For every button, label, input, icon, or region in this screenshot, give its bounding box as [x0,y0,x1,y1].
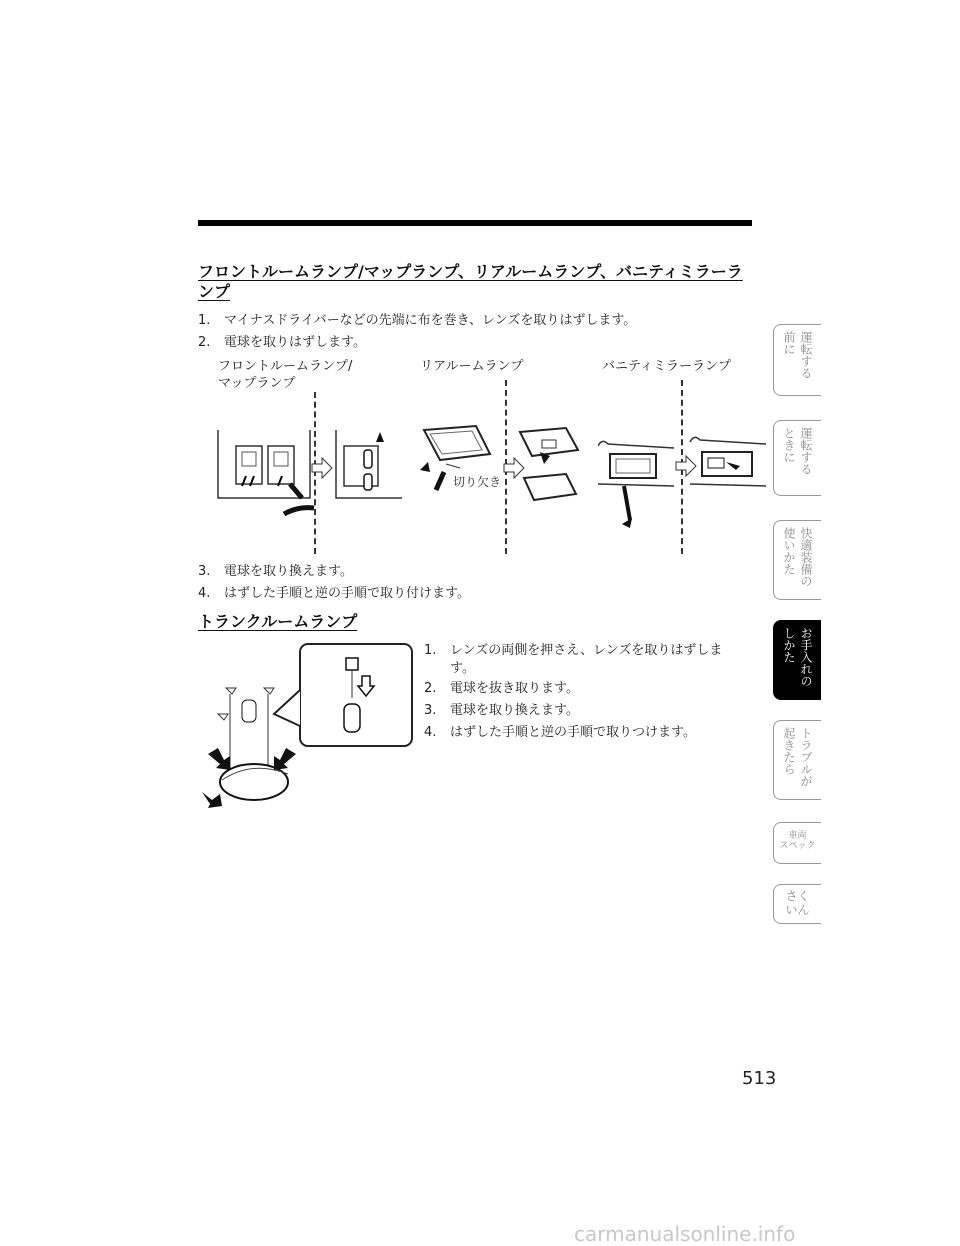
front-lamp-illustration [210,420,410,530]
page-number: 513 [742,1068,777,1089]
rear-lamp-illustration [416,420,586,520]
trunk-step-1: 1. レンズの両側を押さえ、レンズを取りはずします。 [424,643,723,676]
header-rule [198,220,752,226]
trunk-step-3: 3. 電球を取り換えます。 [424,703,579,718]
caption-front-room-lamp: フロントルームランプ/ マップランプ [218,359,353,391]
trunk-step-2: 2. 電球を抜き取ります。 [424,681,579,696]
side-tab-index[interactable]: さく いん [773,884,821,924]
caption-rear-room-lamp: リアルームランプ [420,359,524,374]
trunk-lamp-illustration [196,642,416,814]
section-heading-interior-lamps: フロントルームランプ/マップランプ、リアルームランプ、バニティミラーランプ [198,262,743,301]
trunk-step-4: 4. はずした手順と逆の手順で取りつけます。 [424,725,696,740]
vanity-lamp-illustration [598,432,768,532]
watermark: carmanualsonline.info [574,1222,796,1246]
caption-vanity-mirror-lamp: バニティミラーランプ [602,359,731,374]
side-tab-before-driving[interactable]: 運転する 前に [773,324,821,396]
step-1: 1. マイナスドライバーなどの先端に布を巻き、レンズを取りはずします。 [198,313,637,328]
side-tab-while-driving[interactable]: 運転する ときに [773,420,821,496]
step-4: 4. はずした手順と逆の手順で取り付けます。 [198,586,470,601]
side-tab-troubleshooting[interactable]: トラブルが 起きたら [773,720,821,800]
section-heading-trunk-lamp: トランクルームランプ [198,612,358,631]
step-2: 2. 電球を取りはずします。 [198,335,366,350]
side-tab-maintenance[interactable]: お手入れの しかた [773,620,821,700]
side-tab-comfort-features[interactable]: 快適装備の 使いかた [773,520,821,600]
notch-label: 切り欠き [453,475,502,489]
step-3: 3. 電球を取り換えます。 [198,564,353,579]
side-tab-specifications[interactable]: 車両 スペック [773,822,821,864]
